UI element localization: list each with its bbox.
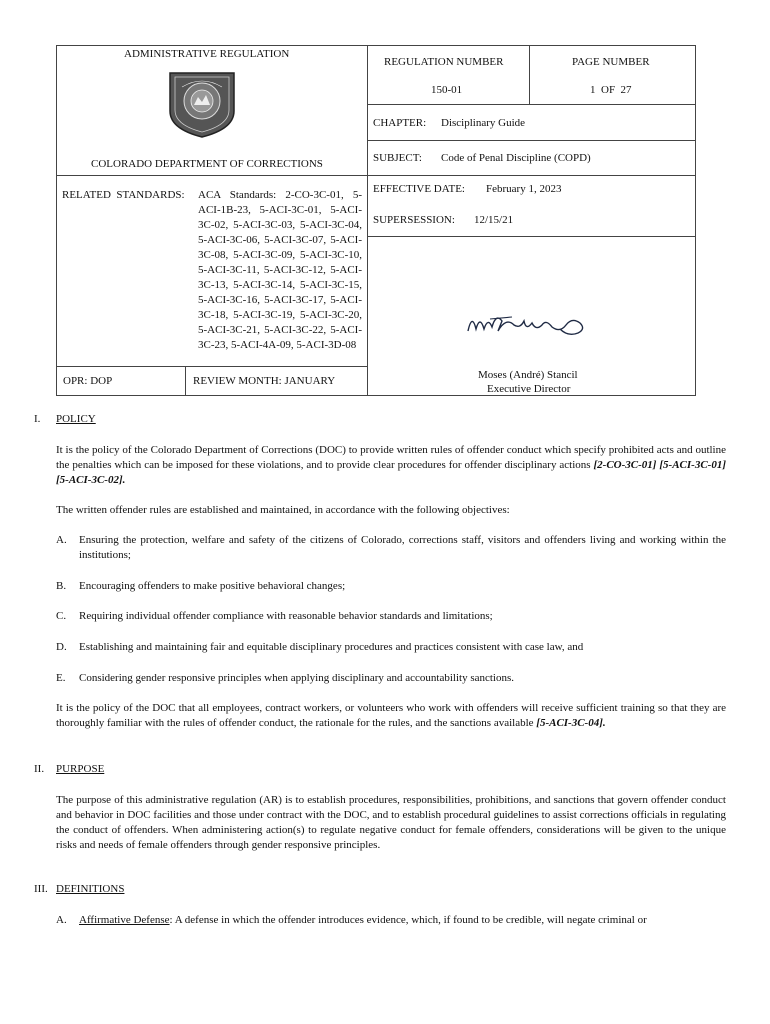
policy-paragraph-2: The written offender rules are established and maintained, in accordance with the following objectives: bbox=[56, 504, 510, 516]
policy-paragraph-1 bbox=[56, 443, 726, 488]
regulation-number-label: REGULATION NUMBER bbox=[384, 56, 504, 68]
effective-date-value: February 1, 2023 bbox=[486, 183, 562, 195]
subject-label: SUBJECT: bbox=[373, 152, 422, 164]
policy-paragraph-1-text: It is the policy of the Colorado Department of Corrections (DOC) to provide written rules of offender conduct which specify prohibited acts and outline the penalties which can be imposed for these violations, and to provide clear procedures for offender disciplinary actions bbox=[56, 444, 726, 471]
signer-name: Moses (André) Stancil bbox=[478, 369, 578, 381]
objective-item-e bbox=[56, 671, 726, 686]
administrative-regulation-label: ADMINISTRATIVE REGULATION bbox=[124, 48, 290, 60]
policy-paragraph-1-ref: [2-CO-3C-01] [5-ACI-3C-01] [5-ACI-3C-02]. bbox=[56, 459, 726, 486]
policy-paragraph-3-text: It is the policy of the DOC that all employees, contract workers, or volunteers who work with offenders will receive sufficient training so that they are thoroughly familiar with the rules of offender conduct, the rationale for the rules, and the sanctions available bbox=[56, 702, 726, 729]
effective-date-label: EFFECTIVE DATE: bbox=[373, 183, 465, 195]
definition-text bbox=[79, 913, 726, 928]
objective-letter: D. bbox=[56, 641, 67, 653]
page-number-label: PAGE NUMBER bbox=[572, 56, 650, 68]
section-number: II. bbox=[34, 763, 45, 775]
signer-title: Executive Director bbox=[487, 383, 571, 395]
regulation-number-value: 150-01 bbox=[431, 84, 463, 96]
supersession-value: 12/15/21 bbox=[474, 214, 514, 226]
section-heading-definitions bbox=[34, 882, 124, 897]
objective-text: Encouraging offenders to make positive behavioral changes; bbox=[79, 580, 346, 592]
objective-text: Considering gender responsive principles when applying disciplinary and accountability sanctions. bbox=[79, 672, 515, 684]
section-number: III. bbox=[34, 883, 48, 895]
chapter-label: CHAPTER: bbox=[373, 117, 427, 129]
definition-item-a bbox=[56, 913, 726, 928]
opr-value: OPR: DOP bbox=[63, 375, 113, 387]
page-number-value: 1 OF 27 bbox=[590, 84, 632, 96]
section-title: DEFINITIONS bbox=[56, 883, 125, 895]
section-heading-purpose bbox=[34, 762, 104, 777]
regulation-header-table bbox=[56, 45, 696, 396]
chapter-value: Disciplinary Guide bbox=[441, 117, 526, 129]
department-name: COLORADO DEPARTMENT OF CORRECTIONS bbox=[91, 158, 323, 170]
objective-text: Ensuring the protection, welfare and safety of the citizens of Colorado, corrections staff, visitors and offenders living and working within the institutions; bbox=[79, 534, 726, 561]
section-number: I. bbox=[34, 413, 41, 425]
definition-term: Affirmative Defense bbox=[79, 914, 170, 926]
subject-value: Code of Penal Discipline (COPD) bbox=[441, 152, 591, 164]
objective-item-c bbox=[56, 609, 726, 624]
objective-text: Requiring individual offender compliance with reasonable behavior standards and limitations; bbox=[79, 610, 493, 622]
policy-paragraph-3 bbox=[56, 701, 726, 731]
objective-item-a bbox=[56, 533, 726, 563]
definition-letter: A. bbox=[56, 914, 67, 926]
director-signature bbox=[462, 307, 592, 343]
section-title: PURPOSE bbox=[56, 763, 105, 775]
objective-item-b bbox=[56, 579, 726, 594]
purpose-paragraph: The purpose of this administrative regulation (AR) is to establish procedures, responsibilities, prohibitions, and sanctions that govern offender conduct and behavior in DOC facilities and those under contract with the DOC, and to establish procedural guidelines to assist corrections officials in regulating the conduct of offenders. When administering action(s) to regulate negative conduct for female offenders, considerations will be given to the unique risks and needs of female offenders through gender responsive principles. bbox=[56, 794, 726, 851]
section-heading-policy bbox=[34, 412, 96, 427]
definition-body: : A defense in which the offender introduces evidence, which, if found to be credible, will negate criminal or bbox=[169, 914, 647, 926]
policy-paragraph-3-ref: [5-ACI-3C-04]. bbox=[536, 717, 606, 729]
objective-item-d bbox=[56, 640, 726, 655]
doc-seal-logo bbox=[164, 67, 240, 139]
objective-letter: A. bbox=[56, 534, 67, 546]
section-title: POLICY bbox=[56, 413, 96, 425]
supersession-label: SUPERSESSION: bbox=[373, 214, 455, 226]
objective-text: Establishing and maintaining fair and equitable disciplinary procedures and practices consistent with case law, and bbox=[79, 641, 584, 653]
objective-letter: E. bbox=[56, 672, 66, 684]
related-standards-label: RELATED STANDARDS: bbox=[62, 189, 185, 201]
objective-letter: C. bbox=[56, 610, 67, 622]
review-month-value: REVIEW MONTH: JANUARY bbox=[193, 375, 336, 387]
related-standards-list: ACA Standards: 2-CO-3C-01, 5-ACI-1B-23, 5-ACI-3C-01, 5-ACI-3C-02, 5-ACI-3C-03, 5-ACI-3C-04, 5-ACI-3C-06, 5-ACI-3C-07, 5-ACI-3C-08, 5-ACI-3C-09, 5-ACI-3C-10, 5-ACI-3C-11, 5-ACI-3C-12, 5-ACI-3C-13, 5-ACI-3C-14, 5-ACI-3C-15, 5-ACI-3C-16, 5-ACI-3C-17, 5-ACI-3C-18, 5-ACI-3C-19, 5-ACI-3C-20, 5-ACI-3C-21, 5-ACI-3C-22, 5-ACI-3C-23, 5-ACI-4A-09, 5-ACI-3D-08 bbox=[198, 189, 362, 351]
objective-letter: B. bbox=[56, 580, 67, 592]
